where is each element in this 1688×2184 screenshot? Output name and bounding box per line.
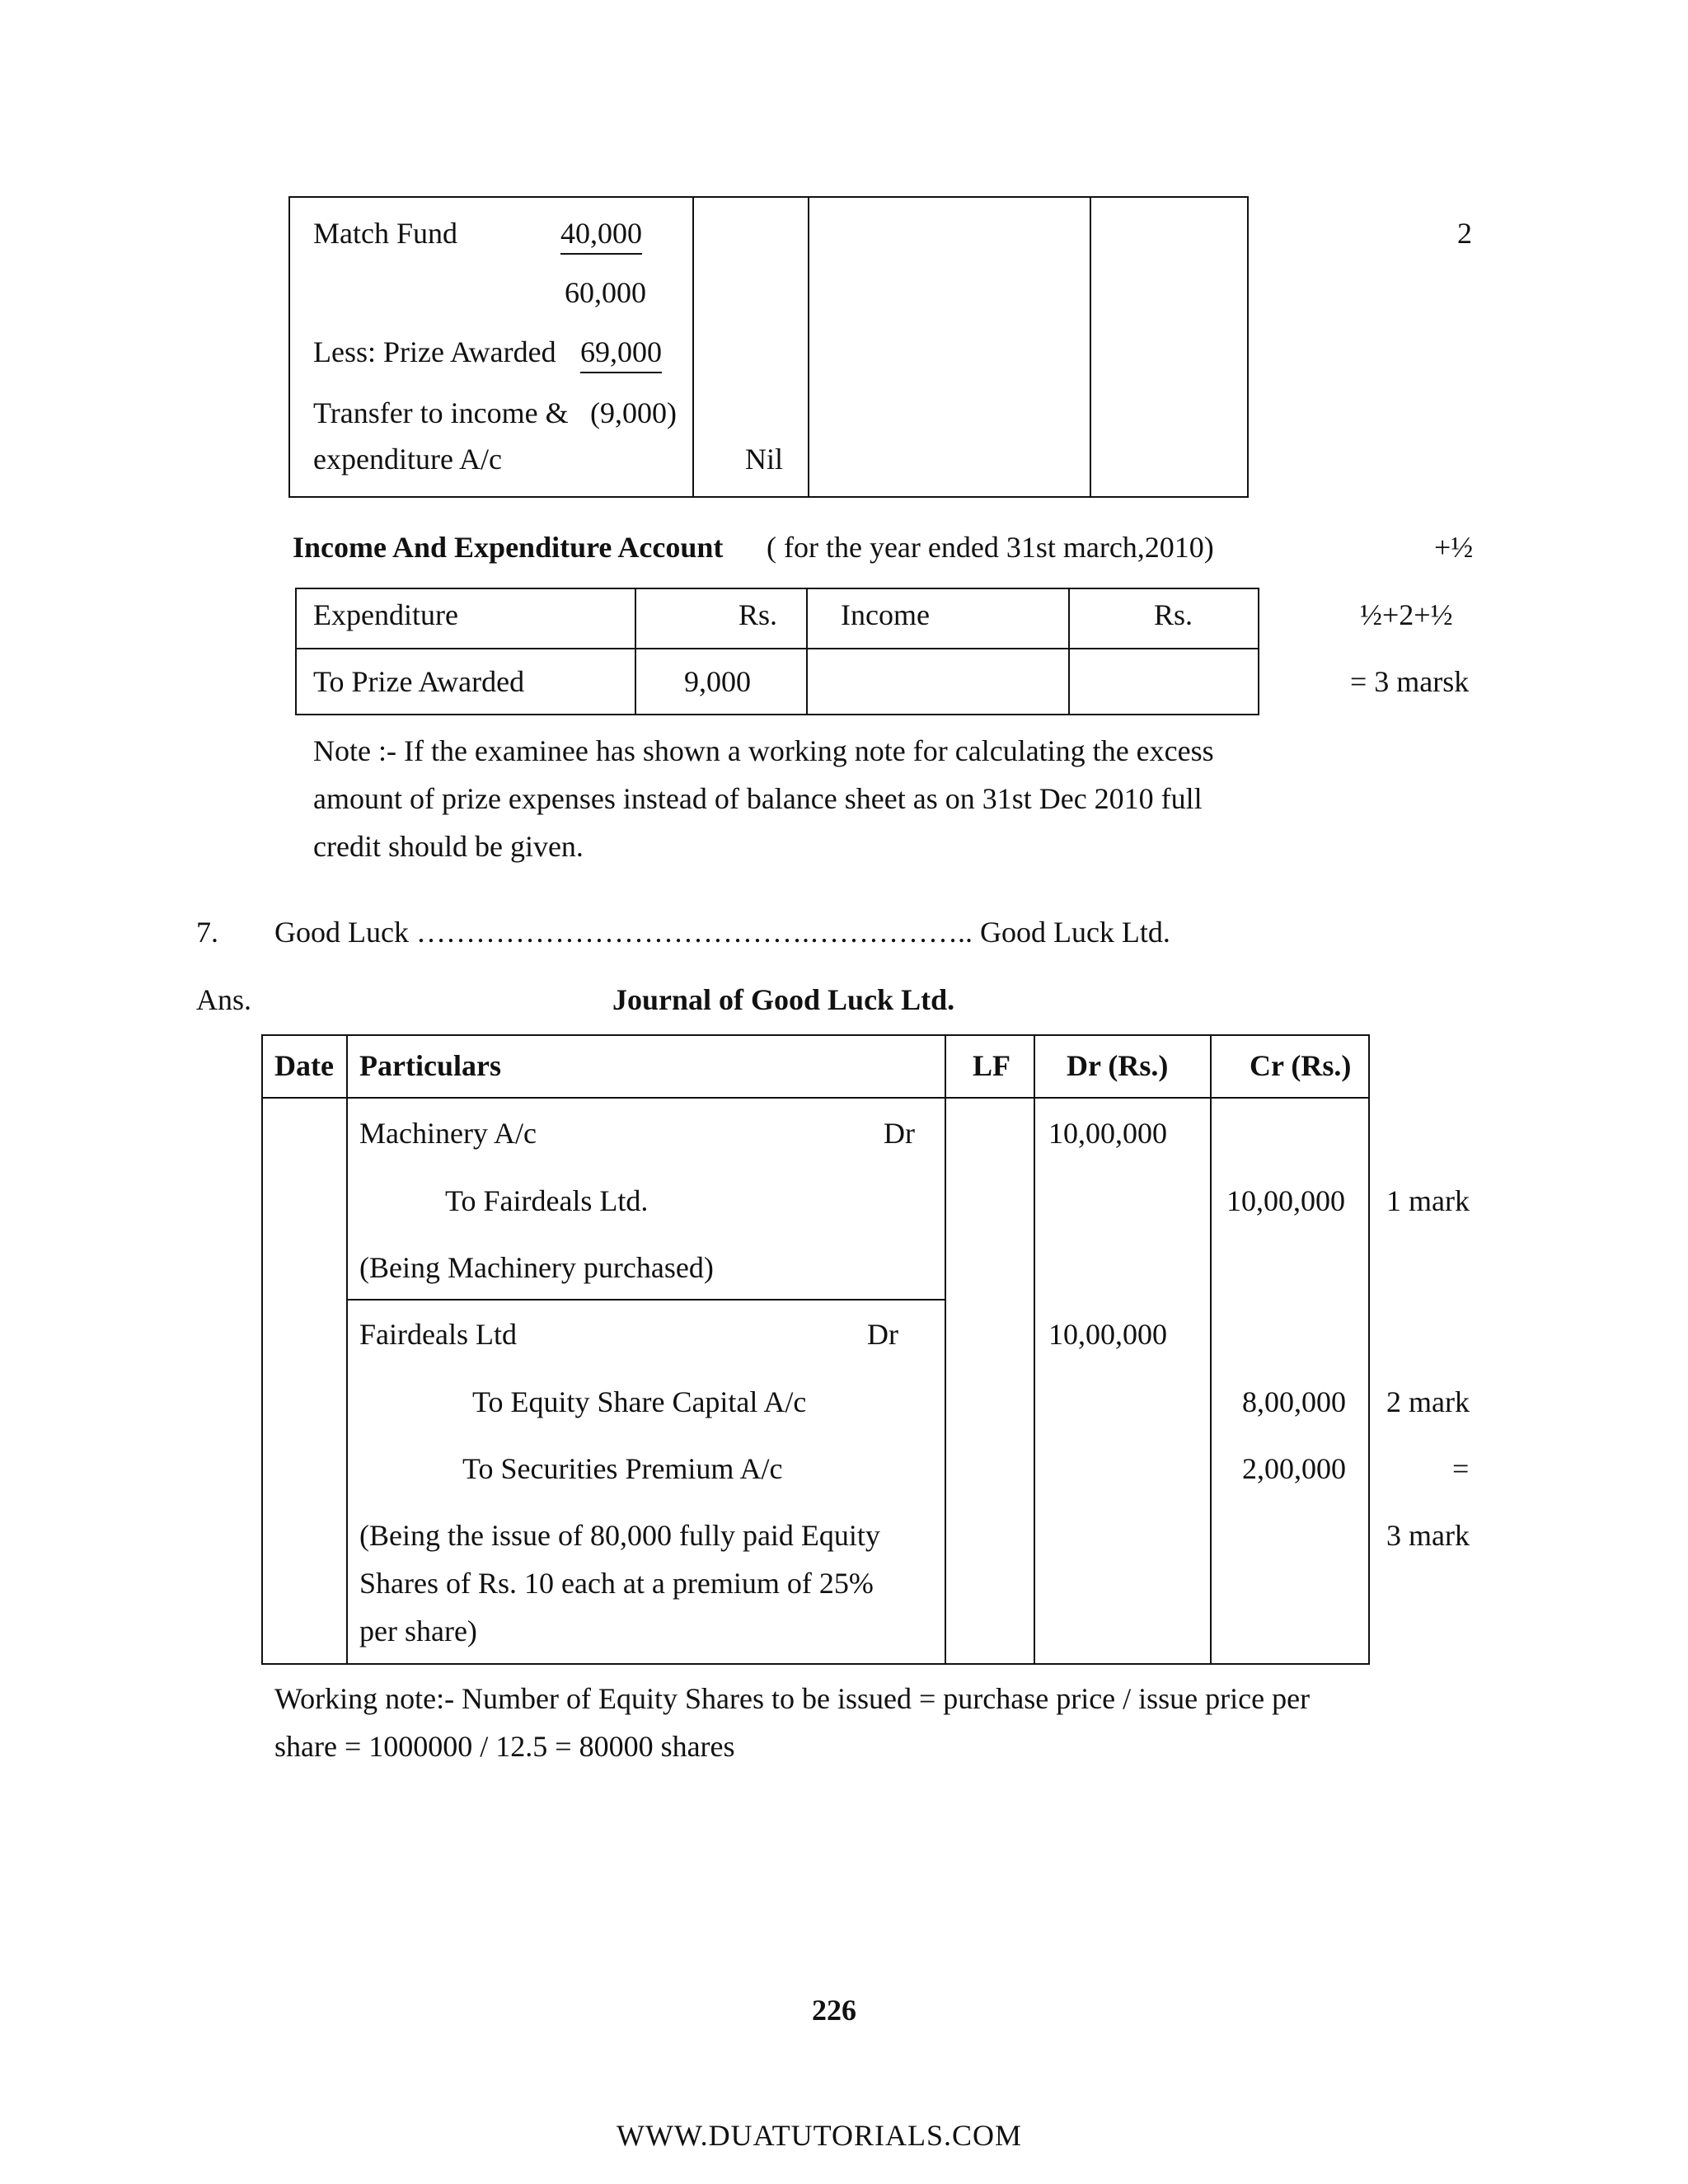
- note-line2: amount of prize expenses instead of balance sheet as on 31st Dec 2010 full: [313, 782, 1203, 815]
- journal-header-lf: LF: [973, 1049, 1011, 1082]
- entry2-narration-2: Shares of Rs. 10 each at a premium of 25%: [359, 1567, 874, 1600]
- note-line3: credit should be given.: [313, 830, 584, 863]
- fund-mark: 2: [1457, 217, 1472, 250]
- less-prize-value: 69,000: [580, 335, 662, 373]
- journal-header-cr: Cr (Rs.): [1250, 1049, 1352, 1082]
- entry2-credit-account-2: To Securities Premium A/c: [462, 1452, 783, 1485]
- entry2-debit-account: Fairdeals Ltd: [359, 1318, 517, 1351]
- journal-divider-dr: [1210, 1034, 1212, 1665]
- match-fund-label: Match Fund: [313, 217, 457, 250]
- ie-title: Income And Expenditure Account: [293, 531, 724, 564]
- transfer-line2: expenditure A/c: [313, 443, 502, 476]
- fund-box-divider: [692, 196, 694, 498]
- note-line1: Note :- If the examinee has shown a working note for calculating the excess: [313, 734, 1214, 767]
- entry2-narration-3: per share): [359, 1615, 477, 1647]
- entry2-cr-amount-2: 2,00,000: [1242, 1452, 1346, 1485]
- entry2-credit-account-1: To Equity Share Capital A/c: [472, 1385, 807, 1418]
- ie-table-header-rule: [295, 648, 1259, 649]
- ie-mark-sum: ½+2+½: [1360, 598, 1453, 631]
- less-prize-label: Less: Prize Awarded: [313, 335, 556, 368]
- journal-divider-date: [346, 1034, 348, 1665]
- site-footer: WWW.DUATUTORIALS.COM: [617, 2119, 1022, 2152]
- ie-subtitle: ( for the year ended 31st march,2010): [767, 531, 1214, 564]
- fund-box-divider: [808, 196, 809, 498]
- entry1-dr-amount: 10,00,000: [1048, 1117, 1167, 1150]
- ie-mark-total: = 3 marsk: [1350, 665, 1470, 698]
- ie-table-divider: [1068, 588, 1070, 715]
- entry1-dr-tag: Dr: [884, 1117, 915, 1150]
- journal-entry-separator: [346, 1299, 945, 1301]
- ie-row-amount: 9,000: [684, 665, 751, 698]
- entry2-mark-total: 3 mark: [1386, 1519, 1470, 1552]
- entry2-cr-amount-1: 8,00,000: [1242, 1385, 1346, 1418]
- working-note-line1: Working note:- Number of Equity Shares to be issued = purchase price / issue price per: [274, 1682, 1311, 1715]
- entry2-dr-amount: 10,00,000: [1048, 1318, 1167, 1351]
- ie-mark-half: +½: [1434, 531, 1474, 564]
- transfer-line1: Transfer to income &: [313, 396, 569, 429]
- ie-header-rs2: Rs.: [1154, 598, 1193, 631]
- ie-table-divider: [635, 588, 636, 715]
- page-number: 226: [812, 1994, 856, 2027]
- entry2-mark-equals: =: [1452, 1452, 1470, 1485]
- ans-label: Ans.: [196, 983, 252, 1016]
- fund-box-divider: [1090, 196, 1091, 498]
- working-note-line2: share = 1000000 / 12.5 = 80000 shares: [274, 1730, 735, 1763]
- question-text: Good Luck ………………………………….…………….. Good Luck Ltd.: [274, 916, 1170, 949]
- transfer-value: (9,000): [590, 396, 677, 429]
- entry2-dr-tag: Dr: [867, 1318, 898, 1351]
- journal-divider-lf: [1034, 1034, 1035, 1665]
- entry1-mark: 1 mark: [1386, 1184, 1470, 1217]
- entry1-debit-account: Machinery A/c: [359, 1117, 537, 1150]
- entry1-credit-account: To Fairdeals Ltd.: [445, 1184, 649, 1217]
- journal-header-date: Date: [274, 1049, 334, 1082]
- ie-header-expenditure: Expenditure: [313, 598, 458, 631]
- ie-row-expenditure: To Prize Awarded: [313, 665, 525, 698]
- nil-value: Nil: [745, 443, 784, 476]
- journal-header-rule: [261, 1097, 1370, 1099]
- journal-header-particulars: Particulars: [359, 1049, 501, 1082]
- ie-header-income: Income: [841, 598, 930, 631]
- journal-header-dr: Dr (Rs.): [1067, 1049, 1169, 1082]
- question-number: 7.: [196, 916, 218, 949]
- journal-divider-particulars: [945, 1034, 946, 1665]
- journal-title: Journal of Good Luck Ltd.: [612, 983, 955, 1016]
- entry2-mark: 2 mark: [1386, 1385, 1470, 1418]
- entry2-narration-1: (Being the issue of 80,000 fully paid Equity: [359, 1519, 880, 1552]
- ie-header-rs1: Rs.: [738, 598, 778, 631]
- ie-table-divider: [806, 588, 808, 715]
- entry1-cr-amount: 10,00,000: [1226, 1184, 1345, 1217]
- entry1-narration: (Being Machinery purchased): [359, 1251, 714, 1284]
- match-fund-value: 40,000: [560, 216, 642, 255]
- fund-subtotal: 60,000: [565, 276, 646, 309]
